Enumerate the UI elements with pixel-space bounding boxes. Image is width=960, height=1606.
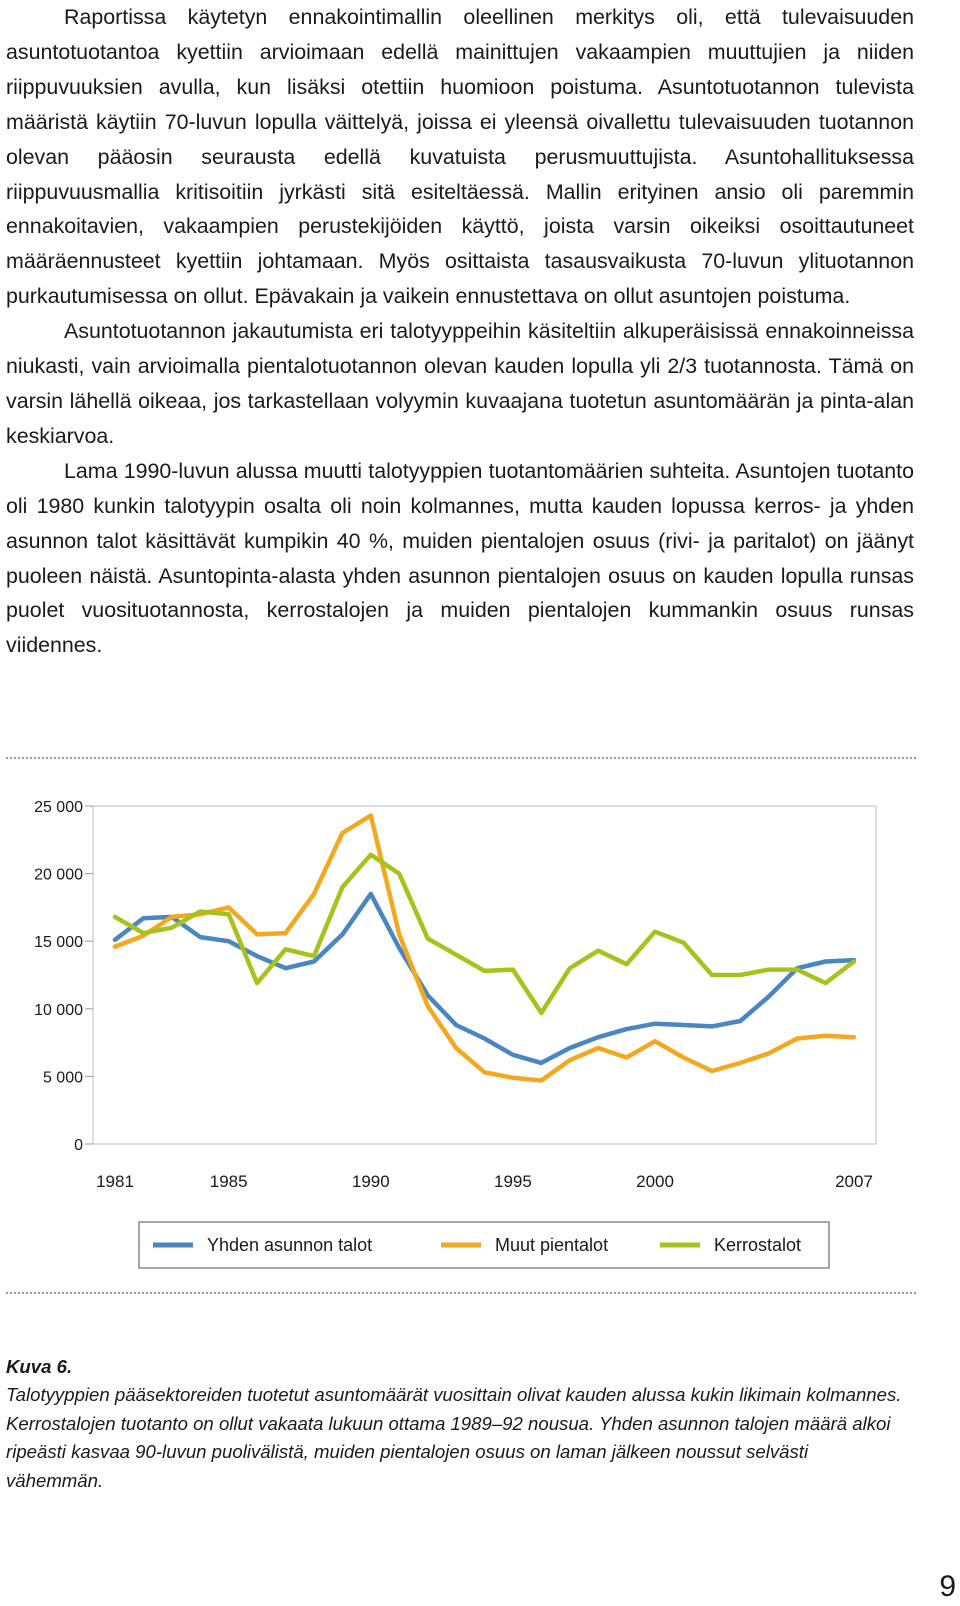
y-tick-label: 10 000 xyxy=(34,1001,83,1019)
page-number: 9 xyxy=(939,1570,956,1603)
x-tick-label: 1985 xyxy=(209,1172,248,1191)
caption-label: Kuva 6. xyxy=(6,1356,73,1377)
y-tick-label: 20 000 xyxy=(34,866,83,884)
x-tick-label: 1990 xyxy=(351,1172,390,1191)
y-axis-ticks xyxy=(34,799,93,1154)
line-chart xyxy=(0,790,960,1270)
x-tick-label: 1981 xyxy=(96,1172,134,1191)
x-tick-label: 2000 xyxy=(636,1172,674,1191)
paragraph-1: Raportissa käytetyn ennakointimallin oleellinen merkitys oli, että tulevaisuuden asuntotuotantoa kyettiin arvioimaan edellä mainittujen vakaampien muuttujien ja niiden riippuvuuksien avulla, kun lisäksi otettiin huomioon poistuma. Asuntotuotannon tulevista määristä käytiin 70-luvun lopulla väittelyä, joissa ei yleensä oivallettu tulevaisuuden tuotannon olevan pääosin seurausta edellä kuvatuista perusmuuttujista. Asuntohallituksessa riippuvuusmallia kritisoitiin jyrkästi sitä esiteltäessä. Mallin erityinen ansio oli paremmin ennakoitavien, vakaampien perustekijöiden käyttö, joista varsin oikeiksi osoittautuneet määräennusteet kyettiin johtamaan. Myös osittaista tasausvaikusta 70-luvun ylituotannon purkautumisessa on ollut. Epävakain ja vaikein ennustettava on ollut asuntojen poistuma. xyxy=(6,5,914,309)
series-line-3 xyxy=(115,855,854,1013)
bottom-dotted-rule xyxy=(6,1292,916,1294)
x-tick-label: 1995 xyxy=(494,1172,532,1191)
paragraph-3: Lama 1990-luvun alussa muutti talotyyppien tuotantomäärien suhteita. Asuntojen tuotanto oli 1980 kunkin talotyypin osalta oli noin kolmannes, mutta kauden lopussa kerros- ja yhden asunnon talot käsittävät kumpikin 40 %, muiden pientalojen osuus (rivi- ja paritalot) on jäänyt puoleen näistä. Asuntopinta-alasta yhden asunnon pientalojen osuus on kauden lopulla runsas puolet vuosituotannosta, kerrostalojen ja muiden pientalojen kummankin osuus runsas viidennes. xyxy=(6,458,914,658)
top-dotted-rule xyxy=(6,757,916,759)
y-tick-label: 15 000 xyxy=(34,934,83,952)
chart-legend xyxy=(139,1222,829,1268)
chart-grid xyxy=(93,806,876,1144)
caption-text: Talotyyppien pääsektoreiden tuotetut asuntomäärät vuosittain olivat kauden alussa kukin likimain kolmannes. Kerrostalojen tuotanto on ollut vakaata lukuun ottama 1989–92 nousua. Yhden asunnon talojen määrä alkoi ripeästi kasvaa 90-luvun puolivälistä, muiden pientalojen osuus on laman jälkeen noussut selvästi vähemmän. xyxy=(6,1384,902,1491)
y-tick-label: 25 000 xyxy=(34,799,83,816)
chart-series xyxy=(115,816,854,1081)
figure-caption xyxy=(6,1353,906,1495)
legend-label-1: Yhden asunnon talot xyxy=(207,1235,373,1255)
y-tick-label: 0 xyxy=(74,1137,83,1154)
plot-frame xyxy=(93,806,876,1144)
legend-label-3: Kerrostalot xyxy=(714,1235,802,1255)
x-axis-ticks xyxy=(96,1172,873,1191)
paragraph-2: Asuntotuotannon jakautumista eri talotyyppeihin käsiteltiin alkuperäisissä ennakoinneissa niukasti, vain arvioimalla pientalotuotannon olevan kauden lopulla yli 2/3 tuotannosta. Tämä on varsin lähellä oikeaa, jos tarkastellaan volyymin kuvaajana tuotetun asuntomäärän ja pinta-alan keskiarvoa. xyxy=(6,319,914,448)
y-tick-label: 5 000 xyxy=(42,1069,83,1087)
legend-label-2: Muut pientalot xyxy=(495,1235,609,1255)
series-line-1 xyxy=(115,894,854,1063)
body-text xyxy=(6,0,914,663)
x-tick-label: 2007 xyxy=(835,1172,873,1191)
